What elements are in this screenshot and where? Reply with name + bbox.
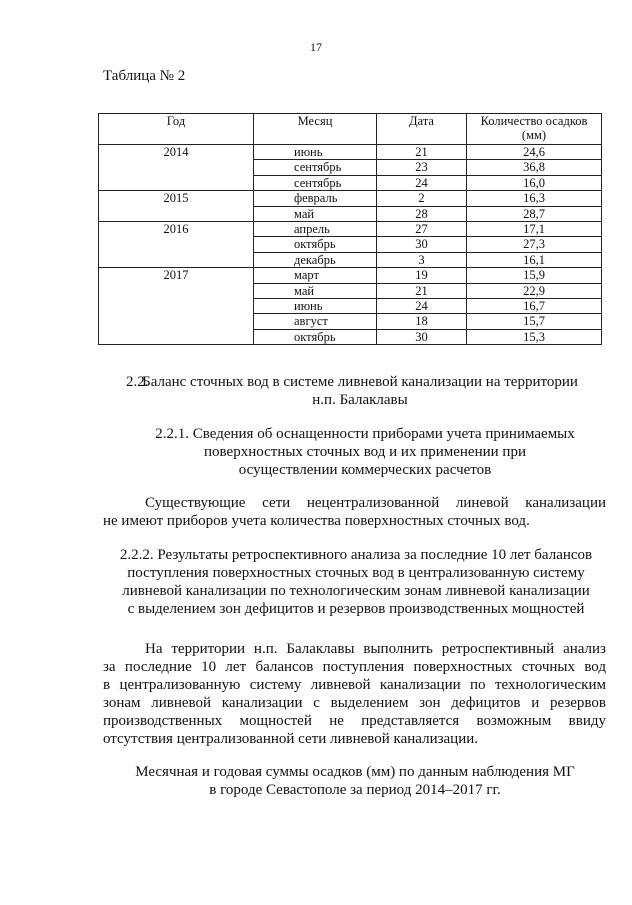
amount-cell: 22,9 bbox=[467, 283, 602, 298]
month-cell: сентябрь bbox=[254, 160, 377, 175]
amount-cell: 15,9 bbox=[467, 268, 602, 283]
precipitation-table bbox=[98, 113, 602, 345]
paragraph-line: в централизованную систему ливневой канализации по технологическим bbox=[103, 677, 606, 693]
year-cell: 2017 bbox=[99, 268, 254, 345]
amount-cell: 16,1 bbox=[467, 252, 602, 267]
section-2-2-2-heading bbox=[100, 546, 612, 618]
date-cell: 28 bbox=[377, 206, 467, 221]
date-cell: 18 bbox=[377, 314, 467, 329]
date-cell: 30 bbox=[377, 237, 467, 252]
date-cell: 2 bbox=[377, 191, 467, 206]
paragraph-line: производственных мощностей не представляется возможным ввиду bbox=[103, 713, 606, 729]
amount-cell: 16,3 bbox=[467, 191, 602, 206]
date-cell: 23 bbox=[377, 160, 467, 175]
date-cell: 30 bbox=[377, 329, 467, 344]
month-cell: октябрь bbox=[254, 329, 377, 344]
paragraph-line: На территории н.п. Балаклавы выполнить ретроспективный анализ bbox=[145, 641, 606, 657]
date-cell: 24 bbox=[377, 299, 467, 314]
paragraph-line: Существующие сети нецентрализованной линевой канализации bbox=[145, 495, 606, 511]
heading-line: поступления поверхностных сточных вод в централизованную систему bbox=[127, 565, 585, 581]
table-row bbox=[99, 191, 602, 206]
date-cell: 19 bbox=[377, 268, 467, 283]
amount-cell: 27,3 bbox=[467, 237, 602, 252]
month-cell: декабрь bbox=[254, 252, 377, 267]
month-cell: сентябрь bbox=[254, 175, 377, 190]
paragraph-line: за последние 10 лет балансов поступления поверхностных сточных вод bbox=[103, 659, 606, 675]
amount-cell: 28,7 bbox=[467, 206, 602, 221]
header-date: Дата bbox=[377, 114, 467, 145]
date-cell: 24 bbox=[377, 175, 467, 190]
table-row bbox=[99, 268, 602, 283]
section-2-2-1-heading bbox=[120, 425, 610, 479]
date-cell: 21 bbox=[377, 283, 467, 298]
date-cell: 3 bbox=[377, 252, 467, 267]
heading-line: поверхностных сточных вод и их применении при bbox=[204, 444, 526, 460]
heading-line: н.п. Балаклавы bbox=[312, 392, 408, 408]
paragraph-line: не имеют приборов учета количества поверхностных сточных вод. bbox=[103, 513, 530, 529]
table-row bbox=[99, 222, 602, 237]
month-cell: апрель bbox=[254, 222, 377, 237]
paragraph-no-meters bbox=[103, 494, 606, 530]
month-cell: июнь bbox=[254, 145, 377, 160]
amount-cell: 24,6 bbox=[467, 145, 602, 160]
date-cell: 21 bbox=[377, 145, 467, 160]
month-cell: август bbox=[254, 314, 377, 329]
header-year: Год bbox=[99, 114, 254, 145]
table-body bbox=[99, 145, 602, 345]
year-cell: 2016 bbox=[99, 222, 254, 268]
paragraph-line: в городе Севастополе за период 2014–2017 гг. bbox=[209, 782, 501, 798]
table-row bbox=[99, 145, 602, 160]
heading-line: 2.2.1. Сведения об оснащенности приборами учета принимаемых bbox=[155, 426, 575, 442]
paragraph-line: зонам ливневой канализации с выделением зон дефицитов и резервов bbox=[103, 695, 606, 711]
month-cell: июнь bbox=[254, 299, 377, 314]
amount-cell: 36,8 bbox=[467, 160, 602, 175]
header-amount: Количество осадков (мм) bbox=[467, 114, 602, 145]
heading-line: ливневой канализации по технологическим зонам ливневой канализации bbox=[122, 583, 590, 599]
year-cell: 2014 bbox=[99, 145, 254, 191]
month-cell: октябрь bbox=[254, 237, 377, 252]
year-cell: 2015 bbox=[99, 191, 254, 222]
month-cell: февраль bbox=[254, 191, 377, 206]
section-2-2-heading bbox=[110, 373, 610, 409]
header-month: Месяц bbox=[254, 114, 377, 145]
month-cell: март bbox=[254, 268, 377, 283]
section-number: 2.2. bbox=[126, 374, 149, 390]
paragraph-precipitation-caption bbox=[110, 763, 600, 799]
page-number: 17 bbox=[310, 40, 322, 54]
paragraph-line: Месячная и годовая суммы осадков (мм) по данным наблюдения МГ bbox=[135, 764, 575, 780]
table-header-row bbox=[99, 114, 602, 145]
amount-cell: 15,7 bbox=[467, 314, 602, 329]
amount-cell: 17,1 bbox=[467, 222, 602, 237]
month-cell: май bbox=[254, 283, 377, 298]
amount-cell: 16,7 bbox=[467, 299, 602, 314]
heading-line: с выделением зон дефицитов и резервов производственных мощностей bbox=[127, 601, 585, 617]
heading-line: Баланс сточных вод в системе ливневой канализации на территории bbox=[142, 374, 578, 390]
heading-line: 2.2.2. Результаты ретроспективного анализа за последние 10 лет балансов bbox=[119, 547, 593, 563]
heading-line: осуществлении коммерческих расчетов bbox=[238, 462, 492, 478]
date-cell: 27 bbox=[377, 222, 467, 237]
paragraph-line: отсутствия централизованной сети ливневой канализации. bbox=[103, 731, 479, 747]
amount-cell: 16,0 bbox=[467, 175, 602, 190]
month-cell: май bbox=[254, 206, 377, 221]
amount-cell: 15,3 bbox=[467, 329, 602, 344]
table-caption: Таблица № 2 bbox=[103, 68, 186, 84]
paragraph-retrospective-analysis bbox=[103, 640, 606, 748]
